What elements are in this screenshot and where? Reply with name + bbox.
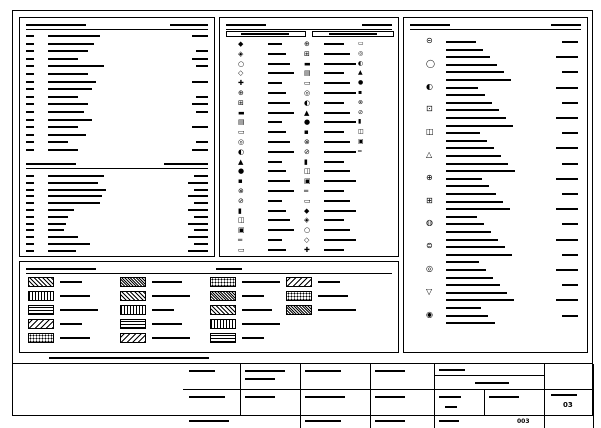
symbol-icon: ▬ — [304, 59, 311, 68]
symbol-icon: ▣ — [238, 226, 245, 235]
material-label — [60, 323, 82, 325]
material-label — [152, 281, 182, 283]
misc-header — [26, 160, 208, 169]
symbol-icon: ◇ — [238, 69, 244, 78]
finish-row — [26, 140, 208, 144]
drawing-sheet — [12, 10, 593, 425]
material-label — [318, 309, 356, 311]
symbol-icon: ⊝ — [426, 36, 433, 45]
symbol-row — [224, 69, 396, 78]
symbol-row — [224, 236, 396, 245]
symbol-icon: ◯ — [426, 58, 435, 68]
finish-row — [26, 42, 208, 46]
material-label — [60, 281, 82, 283]
symbol-icon: ◐ — [238, 147, 245, 156]
symbol-row — [224, 109, 396, 118]
material-swatch — [210, 319, 236, 329]
symbol-icon: ⊞ — [238, 98, 244, 107]
material-label — [242, 309, 272, 311]
symbol-icon: ○ — [238, 59, 245, 68]
finish-reference-panel — [19, 17, 215, 257]
material-label — [152, 337, 190, 339]
material-label — [318, 295, 348, 297]
symbol-icon: ◫ — [238, 216, 245, 225]
symbol-icon: ✚ — [304, 245, 310, 254]
symbol-icon: ⊘ — [358, 108, 364, 116]
material-swatch — [210, 277, 236, 287]
symbol-icon: ● — [238, 167, 245, 176]
symbol-icon: ▪ — [238, 177, 243, 186]
finish-row — [26, 72, 208, 76]
symbol-row — [224, 138, 396, 147]
material-swatch — [28, 305, 54, 315]
symbol-icon: ◆ — [304, 206, 310, 215]
symbol-icon: ▪ — [304, 128, 309, 137]
symbol-row — [224, 226, 396, 235]
symbol-icon: ● — [304, 118, 311, 127]
symbol-icon: ⊕ — [304, 40, 310, 48]
material-swatch — [286, 291, 312, 301]
material-swatch — [120, 277, 146, 287]
symbol-icon: ◫ — [358, 128, 364, 136]
symbol-icon: ═ — [238, 236, 243, 244]
symbol-icon: ⊜ — [426, 241, 433, 251]
material-swatch — [120, 305, 146, 315]
symbol-row — [408, 319, 584, 328]
finish-row — [26, 95, 208, 99]
symbol-icon: ▤ — [238, 118, 245, 127]
symbol-icon: ✚ — [238, 79, 244, 88]
symbol-row — [224, 99, 396, 108]
symbol-row — [224, 216, 396, 225]
material-label — [242, 337, 264, 339]
material-label — [152, 295, 190, 297]
material-swatch — [28, 291, 54, 301]
symbol-icon: ⊡ — [426, 104, 433, 114]
symbol-row — [224, 167, 396, 176]
material-label — [60, 295, 90, 297]
symbol-icon: ⊗ — [238, 187, 244, 195]
symbol-icon: ◫ — [426, 127, 434, 137]
symbol-icon: ◍ — [426, 218, 433, 228]
material-designations-panel — [19, 261, 399, 353]
sheet-number: 03 — [563, 401, 573, 409]
symbol-icon: ═ — [358, 147, 362, 155]
symbol-row — [224, 187, 396, 196]
misc-row — [26, 215, 208, 219]
misc-row — [26, 208, 208, 212]
title-block — [13, 363, 592, 425]
symbol-icon: ▣ — [358, 138, 364, 145]
symbol-icon: ⊘ — [304, 147, 310, 156]
symbol-icon: ◎ — [238, 138, 245, 146]
material-swatch — [210, 291, 236, 301]
symbol-icon: ▲ — [304, 108, 310, 117]
symbol-icon: ○ — [304, 226, 311, 235]
graphic-symbols-2-header — [410, 21, 581, 30]
symbol-row — [224, 89, 396, 98]
material-swatch — [28, 277, 54, 287]
symbol-icon: ▬ — [238, 108, 245, 117]
symbol-icon: ◉ — [426, 309, 433, 319]
symbol-icon: ◈ — [238, 49, 244, 58]
misc-row — [26, 235, 208, 239]
material-label — [242, 323, 280, 325]
finish-row — [26, 64, 208, 68]
symbol-icon: ⊗ — [304, 138, 310, 146]
symbol-icon: ▲ — [358, 69, 363, 77]
misc-row — [26, 249, 208, 253]
finish-row — [26, 118, 208, 122]
symbol-row — [224, 197, 396, 206]
graphic-symbols-panel — [219, 17, 399, 257]
material-swatch — [120, 319, 146, 329]
symbol-icon: ▪ — [358, 89, 363, 96]
symbol-row — [224, 148, 396, 157]
material-swatch — [28, 319, 54, 329]
material-label — [242, 281, 280, 283]
symbol-row — [224, 177, 396, 186]
sheet-label: 003 — [517, 418, 530, 425]
finish-row — [26, 49, 208, 53]
material-swatch — [286, 277, 312, 287]
graphic-symbols-header — [226, 21, 392, 30]
finish-row — [26, 87, 208, 91]
symbol-icon: ▲ — [238, 157, 244, 166]
finish-row — [26, 34, 208, 38]
symbol-icon: ▮ — [304, 157, 308, 166]
symbol-icon: ◎ — [358, 49, 364, 57]
symbol-icon: ◆ — [238, 40, 244, 48]
symbol-icon: ▽ — [426, 286, 433, 296]
symbol-icon: ▭ — [238, 245, 245, 254]
finish-row — [26, 57, 208, 61]
symbol-row — [224, 246, 396, 255]
symbol-icon: ◈ — [304, 216, 310, 225]
material-swatch — [210, 305, 236, 315]
misc-row — [26, 188, 208, 192]
misc-row — [26, 201, 208, 205]
symbol-icon: ▭ — [304, 79, 311, 88]
symbol-row — [224, 207, 396, 216]
symbol-icon: ▣ — [304, 177, 311, 186]
misc-row — [26, 222, 208, 226]
finish-row — [26, 125, 208, 129]
symbol-icon: ● — [358, 79, 364, 87]
symbol-icon: ⊕ — [238, 89, 244, 97]
symbol-icon: ◎ — [426, 264, 433, 273]
symbol-icon: ⊗ — [358, 98, 364, 106]
finish-row — [26, 80, 208, 84]
symbol-row — [224, 40, 396, 49]
symbol-icon: ▮ — [238, 206, 242, 215]
material-swatch — [120, 333, 146, 343]
symbol-row — [224, 60, 396, 69]
note-line — [49, 357, 209, 359]
symbol-icon: ▭ — [358, 40, 364, 47]
symbol-icon: ▮ — [358, 118, 362, 126]
symbol-row — [224, 79, 396, 88]
symbol-row — [224, 128, 396, 137]
symbol-icon: ◐ — [426, 81, 433, 91]
graphic-symbols-panel-2 — [403, 17, 588, 353]
symbol-icon: ⊞ — [426, 195, 433, 205]
material-swatch — [286, 305, 312, 315]
symbol-row — [224, 158, 396, 167]
symbol-icon: ▭ — [304, 196, 311, 205]
symbol-icon: ⊘ — [238, 196, 244, 205]
misc-row — [26, 181, 208, 185]
misc-row — [26, 228, 208, 232]
finish-row — [26, 110, 208, 114]
material-swatch — [120, 291, 146, 301]
finish-row — [26, 102, 208, 106]
material-label — [318, 281, 340, 283]
material-swatch — [28, 333, 54, 343]
symbol-row — [224, 118, 396, 127]
material-label — [60, 337, 90, 339]
material-label — [242, 295, 264, 297]
symbol-icon: ═ — [304, 187, 309, 195]
symbol-icon: △ — [426, 150, 433, 159]
symbol-icon: ⊕ — [426, 172, 433, 182]
misc-row — [26, 194, 208, 198]
symbol-icon: ▤ — [304, 69, 311, 78]
misc-row — [26, 174, 208, 178]
material-label — [152, 323, 182, 325]
misc-row — [26, 242, 208, 246]
finish-row — [26, 133, 208, 137]
symbol-icon: ◇ — [304, 236, 310, 244]
material-label — [60, 309, 98, 311]
symbol-icon: ◫ — [304, 167, 311, 176]
symbol-icon: ▭ — [238, 128, 245, 137]
symbol-icon: ◐ — [358, 59, 364, 67]
symbol-row — [224, 50, 396, 59]
symbol-icon: ◐ — [304, 98, 311, 107]
finish-row — [26, 148, 208, 152]
finish-reference-header — [26, 21, 208, 30]
symbol-icon: ⊞ — [304, 49, 310, 58]
symbol-icon: ◎ — [304, 89, 311, 97]
material-label — [152, 309, 174, 311]
material-swatch — [210, 333, 236, 343]
material-designations-header — [26, 265, 392, 274]
